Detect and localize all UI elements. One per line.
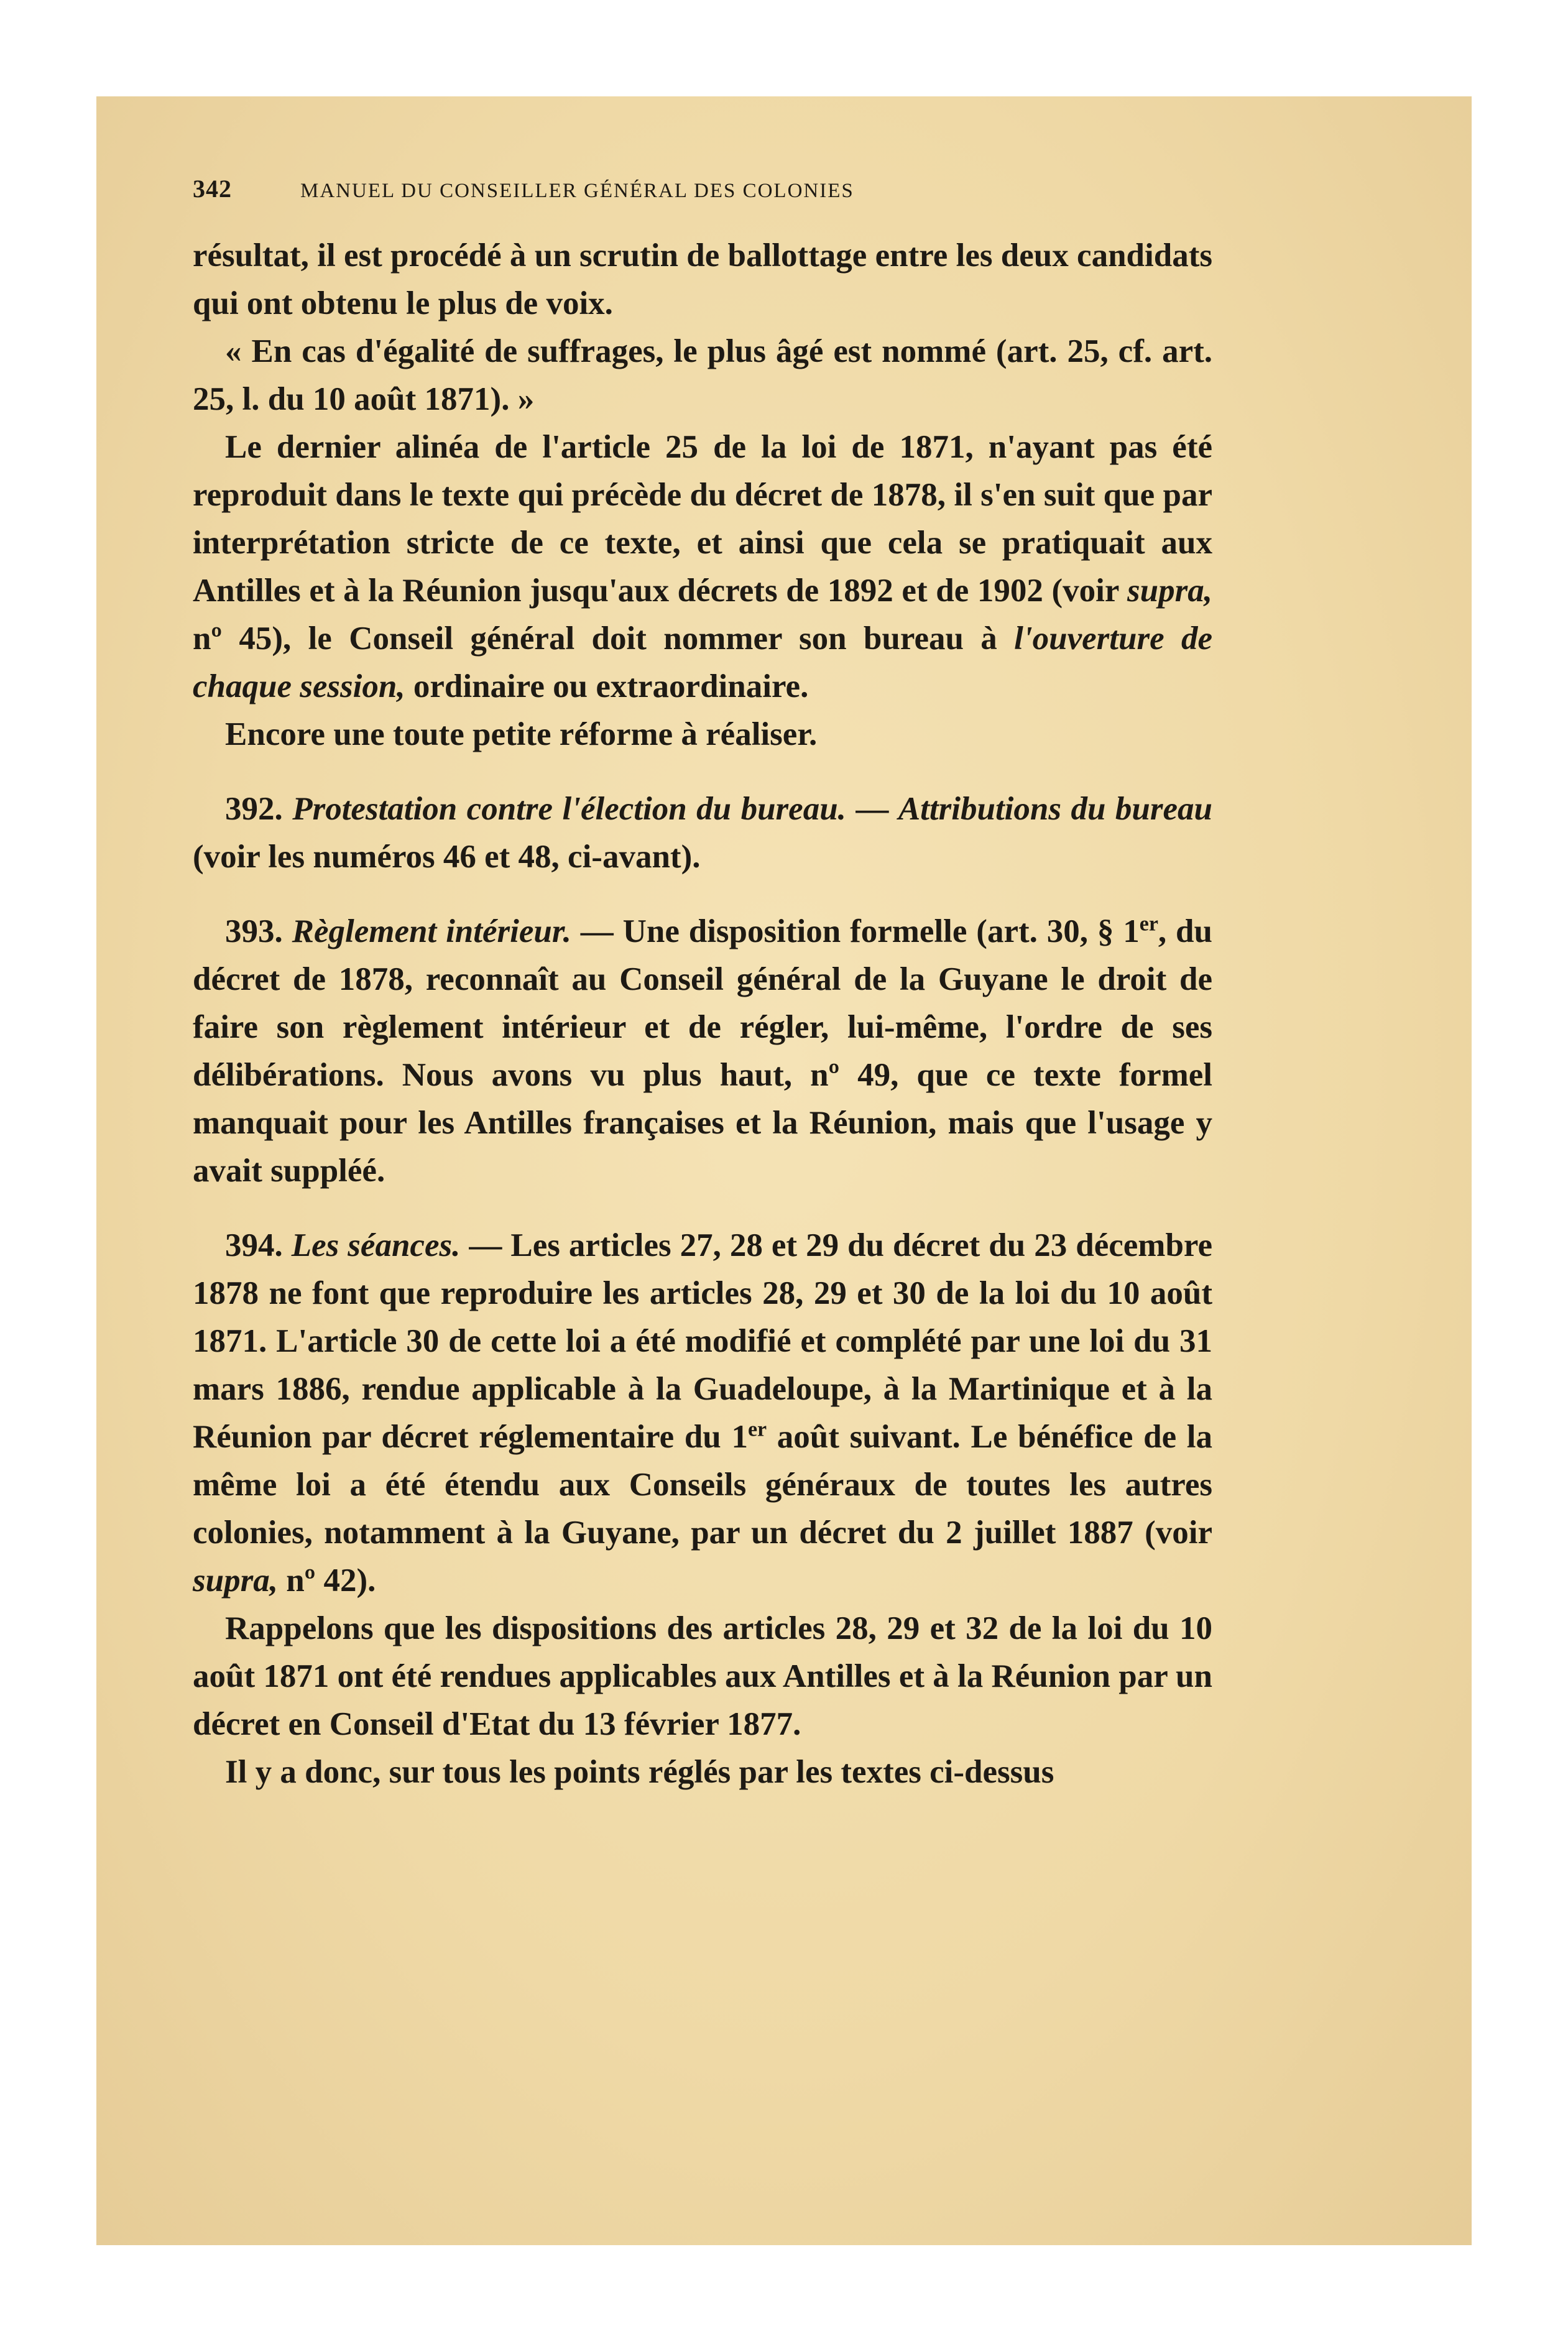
page-header	[193, 174, 1212, 203]
text-run: août suivant. Le bénéfice de la même loi a été étendu aux Conseils généraux de toutes les autres colonies, notamment à la Guyane, par un décret du 2 juillet 1887 (voir	[193, 1419, 1212, 1551]
running-title: MANUEL DU CONSEILLER GÉNÉRAL DES COLONIES	[300, 180, 854, 202]
paragraph-rappelons: Rappelons que les dispositions des articles 28, 29 et 32 de la loi du 10 août 1871 ont été rendues applicables aux Antilles et à la Réunion par un décret en Conseil d'Etat du 13 février 1877.	[193, 1610, 1212, 1742]
section-392	[193, 785, 1212, 881]
page-number: 342	[193, 175, 232, 203]
paragraph-egalite: « En cas d'égalité de suffrages, le plus âgé est nommé (art. 25, cf. art. 25, l. du 10 août 1871). »	[193, 333, 1212, 417]
section-title: Protestation contre l'élection du bureau.	[292, 791, 846, 827]
superscript: er	[1139, 912, 1158, 936]
paragraph-reforme: Encore une toute petite réforme à réaliser.	[225, 716, 818, 752]
text-run: — Les articles 27, 28 et 29 du décret du 23 décembre 1878 ne font que reproduire les articles 28, 29 et 30 de la loi du 10 août 1871. L'article 30 de cette loi a été modifié et complété par une loi du 31 mars 1886, rendue applicable à la Guadeloupe, à la Martinique et à la Réunion par décret réglementaire du 1	[193, 1227, 1213, 1455]
text-run: Le dernier alinéa de l'article 25 de la loi de 1871, n'ayant pas été reproduit dans le texte qui précède du décret de 1878, il s'en suit que par interprétation stricte de ce texte, et ainsi que cela se pratiquait aux Antilles et à la Réunion jusqu'aux décrets de 1892 et de 1902 (voir	[193, 429, 1212, 609]
section-title: Règlement intérieur.	[292, 913, 571, 949]
section-number: 392.	[225, 791, 283, 827]
text-run: nº 42).	[277, 1562, 376, 1599]
section-394	[193, 1222, 1212, 1605]
text-run: — Une disposition formelle (art. 30, § 1	[571, 913, 1140, 949]
italic-run: l'ouverture de chaque session,	[193, 621, 1213, 704]
section-393	[193, 908, 1212, 1195]
italic-run: supra,	[193, 1562, 278, 1599]
section-title: Attributions du bureau	[898, 791, 1212, 827]
italic-run: supra,	[1127, 573, 1212, 609]
section-title: Les séances.	[291, 1227, 461, 1263]
paragraph-ballottage: résultat, il est procédé à un scrutin de ballottage entre les deux candidats qui ont obtenu le plus de voix.	[193, 238, 1212, 321]
text-run: ordinaire ou extraordinaire.	[405, 668, 809, 704]
page-body	[193, 174, 1212, 1796]
text-run: (voir les numéros 46 et 48, ci-avant).	[193, 839, 701, 875]
section-number: 393.	[225, 913, 283, 949]
paragraph-il-y-a-donc: Il y a donc, sur tous les points réglés par les textes ci-dessus	[225, 1754, 1054, 1790]
text-run: , du décret de 1878, reconnaît au Conseil général de la Guyane le droit de faire son règlement intérieur et de régler, lui-même, l'ordre de ses délibérations. Nous avons vu plus haut, nº 49, que ce texte formel manquait pour les Antilles françaises et la Réunion, mais que l'usage y avait suppléé.	[193, 913, 1212, 1189]
text-run: nº 45), le Conseil général doit nommer son bureau à	[193, 621, 1015, 657]
superscript: er	[747, 1418, 767, 1441]
text-run: —	[846, 791, 898, 827]
section-number: 394.	[225, 1227, 283, 1263]
paragraph-dernier-alinea	[193, 423, 1212, 711]
